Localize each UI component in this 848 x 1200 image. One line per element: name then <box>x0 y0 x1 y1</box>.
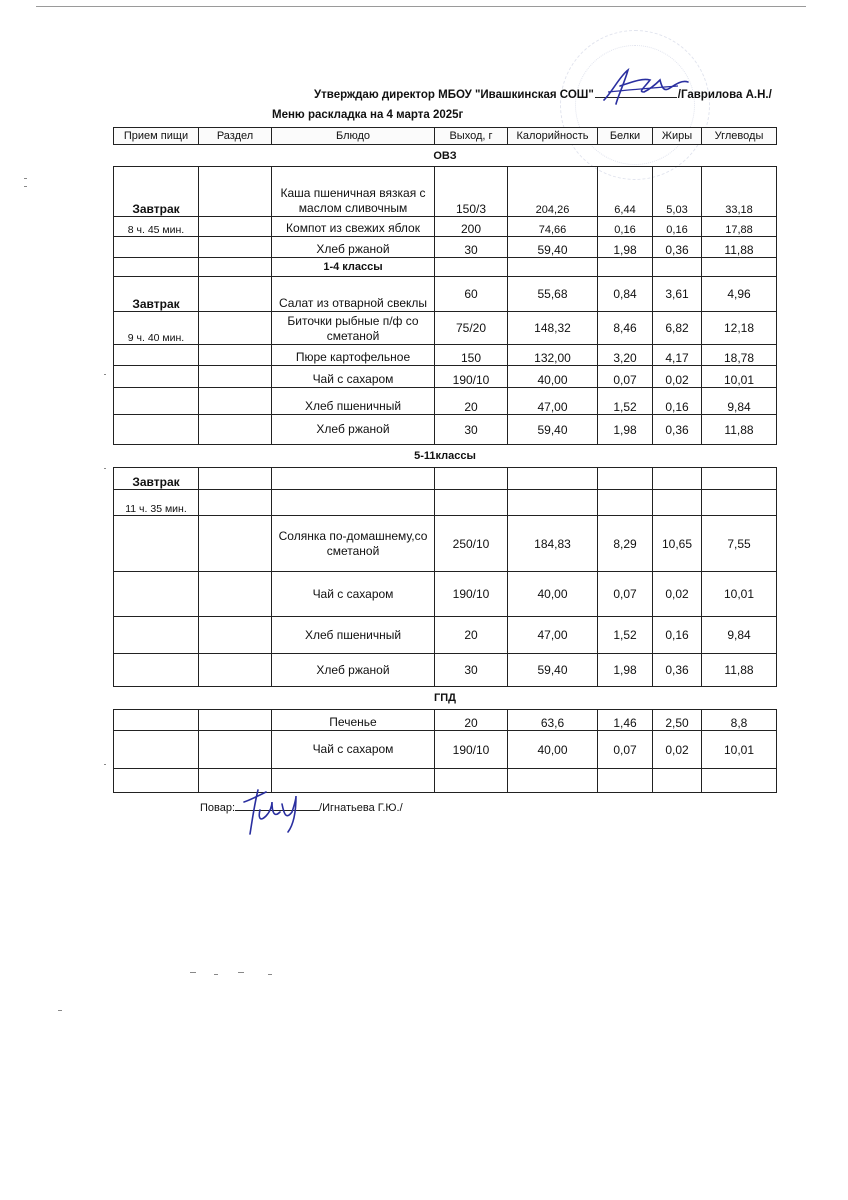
dish-name: Чай с сахаром <box>272 572 435 617</box>
director-signature <box>598 62 694 112</box>
scan-top-edge <box>36 6 806 7</box>
dish-protein: 3,20 <box>598 345 653 366</box>
dish-output: 20 <box>435 617 508 654</box>
dish-calories: 59,40 <box>508 415 598 445</box>
dish-output: 20 <box>435 388 508 415</box>
dish-fat: 0,36 <box>653 237 702 258</box>
dish-protein: 0,07 <box>598 366 653 388</box>
dish-protein: 6,44 <box>598 167 653 217</box>
dish-output: 150/3 <box>435 167 508 217</box>
dish-fat: 0,16 <box>653 217 702 237</box>
table-row <box>114 769 777 793</box>
dish-calories: 55,68 <box>508 277 598 312</box>
dish-output: 200 <box>435 217 508 237</box>
dish-carbs: 10,01 <box>702 572 777 617</box>
meal-time: 11 ч. 35 мин. <box>114 490 199 516</box>
dish-name: Чай с сахаром <box>272 366 435 388</box>
dish-calories: 148,32 <box>508 312 598 345</box>
dish-calories: 47,00 <box>508 388 598 415</box>
table-row <box>114 415 777 445</box>
dish-carbs: 4,96 <box>702 277 777 312</box>
dish-fat: 0,36 <box>653 415 702 445</box>
dish-protein: 8,29 <box>598 516 653 572</box>
dish-output: 250/10 <box>435 516 508 572</box>
table-row <box>114 277 777 312</box>
section-title: 5-11классы <box>114 445 777 468</box>
dish-fat: 0,16 <box>653 617 702 654</box>
table-row <box>114 237 777 258</box>
dish-name: Хлеб пшеничный <box>272 388 435 415</box>
section-title: ОВЗ <box>114 145 777 167</box>
dish-output: 60 <box>435 277 508 312</box>
dish-calories: 40,00 <box>508 366 598 388</box>
dish-carbs: 9,84 <box>702 388 777 415</box>
section-row-gpd <box>114 687 777 710</box>
dish-fat: 2,50 <box>653 710 702 731</box>
dish-name: Компот из свежих яблок <box>272 217 435 237</box>
dish-protein: 1,98 <box>598 237 653 258</box>
dish-output: 75/20 <box>435 312 508 345</box>
dish-calories: 74,66 <box>508 217 598 237</box>
dish-fat: 10,65 <box>653 516 702 572</box>
table-row <box>114 167 777 217</box>
cook-signature <box>236 782 316 840</box>
dish-carbs: 8,8 <box>702 710 777 731</box>
dish-protein: 1,98 <box>598 654 653 687</box>
dish-name: Биточки рыбные п/ф со сметаной <box>272 312 435 345</box>
section-title: 1-4 классы <box>272 258 435 277</box>
dish-fat: 0,16 <box>653 388 702 415</box>
table-row <box>114 654 777 687</box>
approval-line <box>314 87 772 101</box>
dish-calories: 47,00 <box>508 617 598 654</box>
table-row <box>114 366 777 388</box>
meal-time: 9 ч. 40 мин. <box>114 312 199 345</box>
section-row-grade511 <box>114 445 777 468</box>
director-name: /Гаврилова А.Н./ <box>677 89 772 101</box>
dish-carbs: 12,18 <box>702 312 777 345</box>
dish-name: Каша пшеничная вязкая с маслом сливочным <box>272 167 435 217</box>
dish-carbs: 11,88 <box>702 415 777 445</box>
dish-carbs: 7,55 <box>702 516 777 572</box>
table-row <box>114 731 777 769</box>
scan-speck <box>24 186 27 187</box>
dish-fat: 3,61 <box>653 277 702 312</box>
dish-calories: 204,26 <box>508 167 598 217</box>
dish-fat: 0,02 <box>653 731 702 769</box>
section-title: ГПД <box>114 687 777 710</box>
col-carbs: Углеводы <box>702 128 777 145</box>
scan-speck <box>268 974 272 975</box>
menu-title: Меню раскладка на 4 марта 2025г <box>272 109 464 121</box>
dish-output: 30 <box>435 654 508 687</box>
dish-calories: 40,00 <box>508 731 598 769</box>
dish-output: 30 <box>435 415 508 445</box>
meal-name: Завтрак <box>114 167 199 217</box>
col-meal: Прием пищи <box>114 128 199 145</box>
dish-protein: 1,52 <box>598 617 653 654</box>
dish-name: Хлеб ржаной <box>272 654 435 687</box>
col-section: Раздел <box>199 128 272 145</box>
dish-name: Пюре картофельное <box>272 345 435 366</box>
table-row <box>114 490 777 516</box>
dish-calories: 63,6 <box>508 710 598 731</box>
section-row-ovz <box>114 145 777 167</box>
cook-name: /Игнатьева Г.Ю./ <box>319 802 403 814</box>
dish-calories: 132,00 <box>508 345 598 366</box>
dish-fat: 4,17 <box>653 345 702 366</box>
table-row <box>114 516 777 572</box>
table-row <box>114 217 777 237</box>
col-fat: Жиры <box>653 128 702 145</box>
table-row <box>114 388 777 415</box>
dish-calories: 184,83 <box>508 516 598 572</box>
dish-calories: 59,40 <box>508 237 598 258</box>
meal-name: Завтрак <box>114 277 199 312</box>
approval-prefix: Утверждаю директор МБОУ "Ивашкинская СОШ" <box>314 89 594 101</box>
menu-table <box>113 127 777 793</box>
col-calories: Калорийность <box>508 128 598 145</box>
dish-fat: 0,02 <box>653 366 702 388</box>
dish-name: Печенье <box>272 710 435 731</box>
dish-protein: 1,98 <box>598 415 653 445</box>
dish-carbs: 9,84 <box>702 617 777 654</box>
dish-carbs: 10,01 <box>702 366 777 388</box>
dish-calories: 40,00 <box>508 572 598 617</box>
dish-protein: 0,07 <box>598 731 653 769</box>
col-protein: Белки <box>598 128 653 145</box>
dish-output: 190/10 <box>435 731 508 769</box>
meal-name: Завтрак <box>114 468 199 490</box>
table-row <box>114 345 777 366</box>
dish-output: 190/10 <box>435 366 508 388</box>
dish-calories: 59,40 <box>508 654 598 687</box>
table-row <box>114 572 777 617</box>
dish-carbs: 18,78 <box>702 345 777 366</box>
dish-output: 190/10 <box>435 572 508 617</box>
scan-speck <box>104 764 106 765</box>
dish-fat: 0,02 <box>653 572 702 617</box>
dish-name: Хлеб ржаной <box>272 237 435 258</box>
meal-time: 8 ч. 45 мин. <box>114 217 199 237</box>
dish-fat: 6,82 <box>653 312 702 345</box>
dish-carbs: 11,88 <box>702 237 777 258</box>
cook-label: Повар: <box>200 802 236 814</box>
dish-protein: 0,07 <box>598 572 653 617</box>
dish-carbs: 17,88 <box>702 217 777 237</box>
dish-output: 150 <box>435 345 508 366</box>
table-header-row <box>114 128 777 145</box>
scan-speck <box>24 178 27 179</box>
table-row <box>114 617 777 654</box>
col-dish: Блюдо <box>272 128 435 145</box>
dish-name: Салат из отварной свеклы <box>272 277 435 312</box>
dish-carbs: 33,18 <box>702 167 777 217</box>
scan-speck <box>214 974 218 975</box>
scan-speck <box>58 1010 62 1011</box>
scan-speck <box>238 972 244 973</box>
scan-speck <box>104 468 106 469</box>
dish-protein: 1,52 <box>598 388 653 415</box>
dish-protein: 1,46 <box>598 710 653 731</box>
col-output: Выход, г <box>435 128 508 145</box>
dish-name: Хлеб ржаной <box>272 415 435 445</box>
dish-carbs: 11,88 <box>702 654 777 687</box>
dish-name: Солянка по-домашнему,со сметаной <box>272 516 435 572</box>
section-row-grade14 <box>114 258 777 277</box>
dish-fat: 0,36 <box>653 654 702 687</box>
dish-name: Чай с сахаром <box>272 731 435 769</box>
table-row <box>114 468 777 490</box>
dish-protein: 0,16 <box>598 217 653 237</box>
dish-output: 20 <box>435 710 508 731</box>
table-row <box>114 312 777 345</box>
dish-fat: 5,03 <box>653 167 702 217</box>
dish-name: Хлеб пшеничный <box>272 617 435 654</box>
dish-protein: 8,46 <box>598 312 653 345</box>
dish-output: 30 <box>435 237 508 258</box>
table-row <box>114 710 777 731</box>
scan-speck <box>104 374 106 375</box>
dish-protein: 0,84 <box>598 277 653 312</box>
dish-carbs: 10,01 <box>702 731 777 769</box>
scan-speck <box>190 972 196 973</box>
